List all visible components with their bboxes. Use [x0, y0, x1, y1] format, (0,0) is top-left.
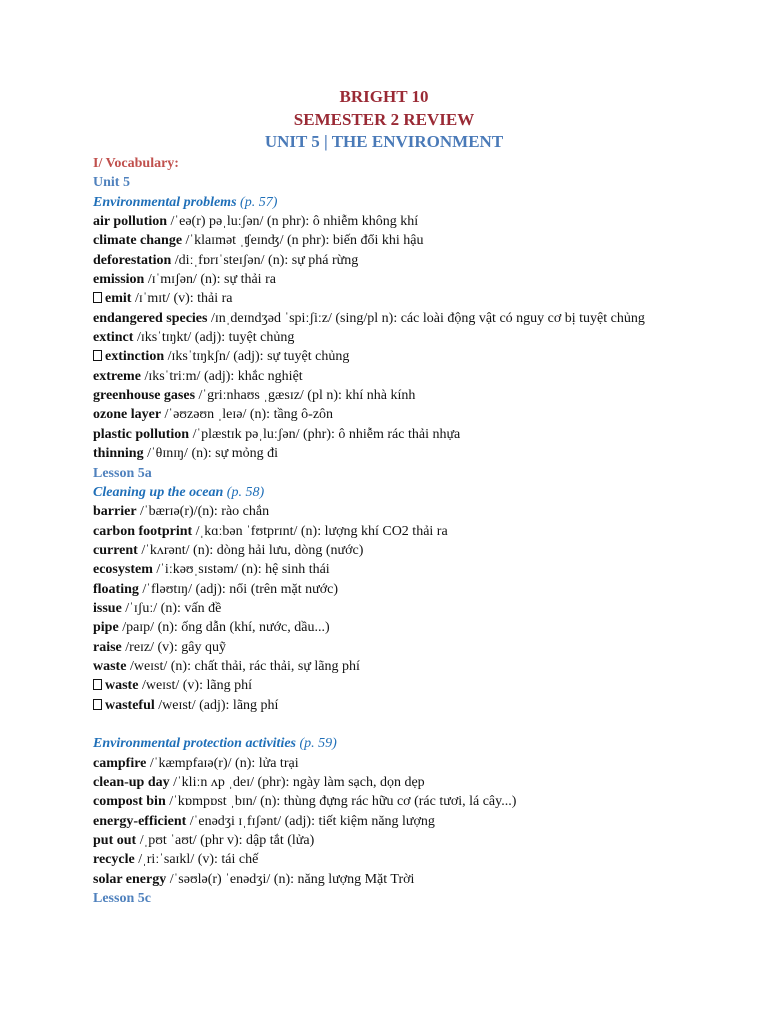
vocab-definition: /ˌkɑːbən ˈfʊtprɪnt/ (n): lượng khí CO2 thải ra [192, 523, 448, 539]
unit-title: UNIT 5 | THE ENVIRONMENT [264, 132, 504, 151]
vocab-word: waste [93, 658, 127, 674]
vocab-entry [93, 231, 673, 250]
vocab-definition: /ˈgriːnhaʊs ˌgæsɪz/ (pl n): khí nhà kính [195, 388, 416, 404]
vocab-definition: /ˈbærɪə(r)/(n): rào chắn [136, 504, 270, 520]
vocab-word: waste [105, 678, 139, 694]
vocab-word: air pollution [93, 214, 168, 230]
vocab-entry [93, 522, 673, 541]
vocab-word: barrier [93, 504, 137, 520]
document-header [0, 86, 768, 154]
vocab-word: raise [93, 639, 122, 655]
vocab-definition: /ˌpʊt ˈaʊt/ (phr v): dập tắt (lửa) [136, 833, 315, 849]
vocab-definition: /ˈenədʒi ɪˌfɪʃənt/ (adj): tiết kiệm năng lượng [186, 813, 435, 829]
vocab-word: solar energy [93, 871, 167, 887]
vocab-word: emission [93, 272, 145, 288]
vocab-entry [93, 812, 673, 831]
vocab-word: carbon footprint [93, 523, 193, 539]
vocab-entry [93, 328, 673, 347]
vocab-definition: /ɪˈmɪʃən/ (n): sự thải ra [144, 272, 276, 288]
vocab-word: climate change [93, 233, 183, 249]
vocab-word: issue [93, 600, 122, 616]
vocab-definition: /ɪnˌdeɪndʒəd ˈspiːʃiːz/ (sing/pl n): các loài động vật có nguy cơ bị tuyệt chủng [207, 310, 645, 326]
topic-title: Cleaning up the ocean [93, 484, 224, 500]
vocab-definition: /ˈplæstɪk pəˌluːʃən/ (phr): ô nhiễm rác thải nhựa [189, 426, 461, 442]
square-bullet-icon [93, 350, 102, 361]
vocab-entry [93, 773, 673, 792]
vocab-entry [93, 367, 673, 386]
vocab-word: ozone layer [93, 407, 162, 423]
vocab-word: emit [105, 291, 132, 307]
vocab-word: ecosystem [93, 562, 153, 578]
square-bullet-icon [93, 292, 102, 303]
vocab-entry [93, 580, 673, 599]
vocab-definition: /ˈθɪnɪŋ/ (n): sự mỏng đi [143, 446, 278, 462]
vocab-word: pipe [93, 620, 119, 636]
vocab-word: clean-up day [93, 775, 170, 790]
vocab-definition: /weɪst/ (v): lãng phí [138, 678, 252, 694]
vocab-word: greenhouse gases [93, 388, 196, 404]
vocab-word: campfire [93, 755, 147, 771]
vocab-entry [93, 754, 673, 773]
vocab-entry [93, 657, 673, 676]
vocab-definition: /weɪst/ (n): chất thải, rác thải, sự lãng phí [126, 658, 360, 674]
vocab-definition: /ˈɪʃuː/ (n): vấn đề [121, 600, 222, 616]
vocab-entry [93, 870, 673, 889]
vocab-entry [93, 618, 673, 637]
vocab-word: put out [93, 833, 137, 849]
vocab-word: extinct [93, 330, 134, 346]
square-bullet-icon [93, 699, 102, 710]
vocab-definition: /ˈklaɪmət ˌʧeɪnʤ/ (n phr): biến đổi khi hậu [182, 233, 424, 249]
vocab-definition: /diːˌfɒrɪˈsteɪʃən/ (n): sự phá rừng [171, 252, 359, 268]
vocab-definition: /ɪksˈtɪŋkt/ (adj): tuyệt chủng [133, 330, 295, 346]
vocab-entry [93, 541, 673, 560]
vocab-word: thinning [93, 446, 144, 462]
section-unit-5: Unit 5 [93, 175, 130, 191]
topic-cleaning-up-the-ocean [93, 483, 673, 502]
vocab-entry [93, 289, 673, 308]
vocab-definition: /weɪst/ (adj): lãng phí [154, 697, 279, 713]
vocab-definition: /ɪksˈtɪŋkʃn/ (adj): sự tuyệt chủng [164, 349, 350, 365]
vocab-entry [93, 444, 673, 463]
topic-title: Environmental protection activities [93, 736, 296, 752]
vocab-word: energy-efficient [93, 813, 187, 829]
vocab-entry [93, 831, 673, 850]
vocab-entry [93, 347, 673, 366]
vocab-word: extinction [105, 349, 165, 365]
vocab-definition: /ˈsəʊlə(r) ˈenədʒi/ (n): năng lượng Mặt Trời [166, 871, 415, 887]
course-title: BRIGHT 10 [339, 87, 429, 106]
vocab-entry [93, 405, 673, 424]
vocab-word: recycle [93, 852, 135, 868]
vocab-definition: /ˈəʊzəʊn ˌleɪə/ (n): tầng ô-zôn [161, 407, 334, 423]
topic-title: Environmental problems [93, 194, 237, 210]
vocab-definition: /ˈkliːn ʌp ˌdeɪ/ (phr): ngày làm sạch, dọn dẹp [169, 775, 425, 790]
square-bullet-icon [93, 679, 102, 690]
vocab-word: extreme [93, 368, 141, 384]
vocab-word: current [93, 542, 138, 558]
topic-environmental-problems [93, 193, 673, 212]
vocab-entry [93, 560, 673, 579]
vocab-definition: /paɪp/ (n): ống dẫn (khí, nước, dầu...) [118, 620, 330, 636]
vocab-definition: /ˈiːkəʊˌsɪstəm/ (n): hệ sinh thái [152, 562, 330, 578]
vocab-word: floating [93, 581, 139, 597]
review-title: SEMESTER 2 REVIEW [293, 109, 475, 129]
vocab-entry [93, 638, 673, 657]
vocabulary-content [93, 154, 673, 908]
vocab-entry [93, 251, 673, 270]
vocab-list-cleaning-up-the-ocean [93, 502, 673, 715]
vocab-entry [93, 792, 673, 811]
vocab-entry [93, 850, 673, 869]
vocab-entry [93, 309, 673, 328]
section-vocabulary: I/ Vocabulary: [93, 156, 179, 171]
vocab-list-environmental-protection [93, 754, 673, 889]
vocab-entry [93, 212, 673, 231]
vocab-word: compost bin [93, 794, 166, 810]
vocab-definition: /ˈkɒmpɒst ˌbɪn/ (n): thùng đựng rác hữu cơ (rác tươi, lá cây...) [165, 794, 517, 810]
topic-page: (p. 58) [226, 484, 265, 500]
vocab-word: plastic pollution [93, 426, 190, 442]
vocab-entry [93, 696, 673, 715]
vocab-entry [93, 676, 673, 695]
vocab-definition: /ˈkʌrənt/ (n): dòng hải lưu, dòng (nước) [137, 542, 364, 558]
vocab-definition: /ˌriːˈsaɪkl/ (v): tái chế [134, 852, 259, 868]
section-lesson-5a: Lesson 5a [93, 465, 152, 481]
blank-line [93, 715, 673, 734]
vocab-entry [93, 425, 673, 444]
vocab-entry [93, 599, 673, 618]
vocab-definition: /ˈfləʊtɪŋ/ (adj): nổi (trên mặt nước) [138, 581, 338, 597]
vocab-definition: /reɪz/ (v): gây quỹ [121, 639, 226, 655]
vocab-word: deforestation [93, 252, 172, 268]
vocab-word: endangered species [93, 310, 208, 326]
topic-page: (p. 59) [299, 736, 337, 752]
vocab-definition: /ɪˈmɪt/ (v): thải ra [131, 291, 233, 307]
vocab-word: wasteful [105, 697, 155, 713]
vocab-definition: /ˈkæmpfaɪə(r)/ (n): lửa trại [146, 755, 299, 771]
vocab-entry [93, 270, 673, 289]
vocab-entry [93, 502, 673, 521]
vocab-definition: /ˈeə(r) pəˌluːʃən/ (n phr): ô nhiễm không khí [167, 214, 419, 230]
vocab-list-environmental-problems [93, 212, 673, 463]
topic-page: (p. 57) [240, 194, 278, 210]
section-lesson-5c: Lesson 5c [93, 891, 151, 907]
topic-environmental-protection-activities [93, 734, 673, 753]
vocab-definition: /ɪksˈtriːm/ (adj): khắc nghiệt [140, 368, 303, 384]
vocab-entry [93, 386, 673, 405]
